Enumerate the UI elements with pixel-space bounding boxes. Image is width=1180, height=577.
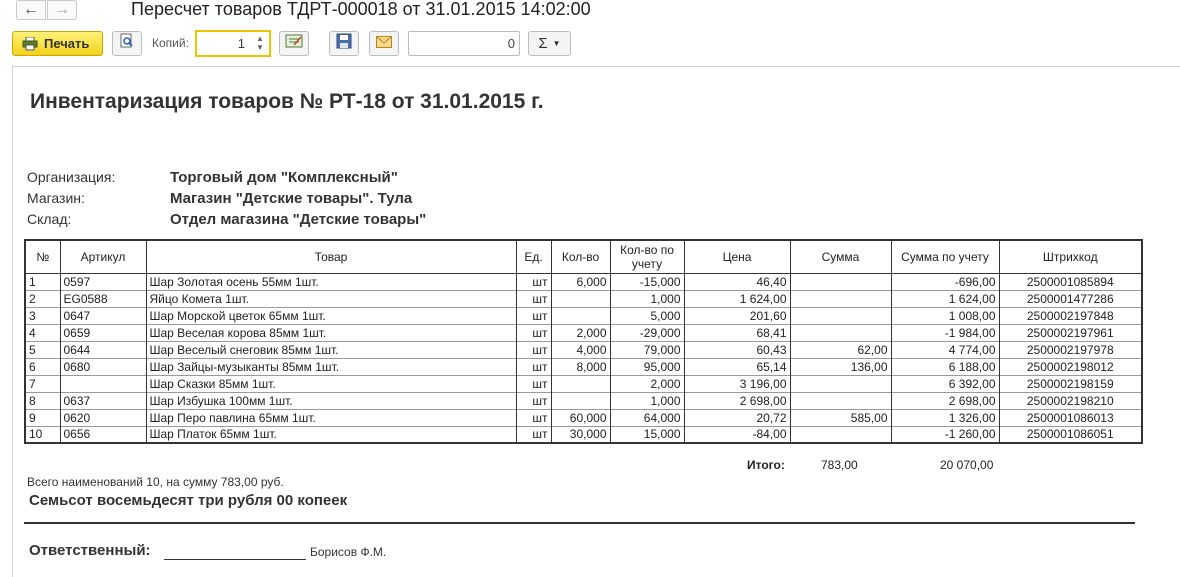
table-row [25, 341, 1142, 358]
table-cell: 0656 [60, 426, 146, 443]
table-cell: Шар Веселый снеговик 85мм 1шт. [146, 341, 516, 358]
table-row [25, 375, 1142, 392]
table-cell: 2500001086051 [999, 426, 1142, 443]
column-header: Кол-во по учету [610, 240, 684, 273]
table-row [25, 273, 1142, 290]
table-row [25, 358, 1142, 375]
table-cell: шт [516, 307, 551, 324]
table-body [25, 273, 1142, 443]
table-cell: 1 008,00 [891, 307, 999, 324]
table-cell: 136,00 [790, 358, 891, 375]
sum-field[interactable] [408, 31, 520, 56]
table-row [25, 392, 1142, 409]
table-cell: 8 [25, 392, 60, 409]
table-cell: 2500001085894 [999, 273, 1142, 290]
table-header-row [25, 240, 1142, 273]
sigma-icon: Σ [538, 35, 548, 52]
summary-amount-words: Семьсот восемьдесят три рубля 00 копеек [29, 492, 348, 509]
preview-button[interactable] [112, 31, 142, 56]
table-cell: 65,14 [684, 358, 790, 375]
table-cell: -15,000 [610, 273, 684, 290]
table-cell: 9 [25, 409, 60, 426]
table-cell: 6 [25, 358, 60, 375]
table-cell: -1 984,00 [891, 324, 999, 341]
table-cell: 0659 [60, 324, 146, 341]
print-button[interactable] [12, 31, 103, 56]
forward-button[interactable] [47, 0, 77, 20]
table-cell: 62,00 [790, 341, 891, 358]
column-header: Ед. [516, 240, 551, 273]
table-cell: шт [516, 392, 551, 409]
table-cell: 201,60 [684, 307, 790, 324]
table-cell: 6 188,00 [891, 358, 999, 375]
table-cell: Шар Перо павлина 65мм 1шт. [146, 409, 516, 426]
table-cell: Шар Сказки 85мм 1шт. [146, 375, 516, 392]
table-cell: 7 [25, 375, 60, 392]
table-cell: 30,000 [551, 426, 610, 443]
table-cell: Яйцо Комета 1шт. [146, 290, 516, 307]
inventory-table [24, 239, 1143, 444]
table-cell [790, 273, 891, 290]
magnifier-page-icon [119, 33, 135, 54]
table-row [25, 290, 1142, 307]
table-cell: Шар Морской цветок 65мм 1шт. [146, 307, 516, 324]
table-cell: 2500002197978 [999, 341, 1142, 358]
table-cell: 95,000 [610, 358, 684, 375]
table-cell: 1 326,00 [891, 409, 999, 426]
table-cell: 0620 [60, 409, 146, 426]
table-cell: 1 [25, 273, 60, 290]
table-cell: 2500002198159 [999, 375, 1142, 392]
copies-stepper[interactable]: ▲ ▼ [256, 34, 264, 52]
envelope-icon [376, 35, 392, 53]
table-cell: 3 196,00 [684, 375, 790, 392]
table-cell: 4 [25, 324, 60, 341]
table-cell: Шар Веселая корова 85мм 1шт. [146, 324, 516, 341]
info-value: Магазин "Детские товары". Тула [170, 190, 413, 207]
table-cell: 15,000 [610, 426, 684, 443]
table-cell: шт [516, 426, 551, 443]
table-cell: 60,000 [551, 409, 610, 426]
table-cell: Шар Золотая осень 55мм 1шт. [146, 273, 516, 290]
table-cell: 64,000 [610, 409, 684, 426]
table-cell: 0597 [60, 273, 146, 290]
table-cell: 10 [25, 426, 60, 443]
save-button[interactable] [329, 31, 359, 56]
table-cell [790, 290, 891, 307]
table-cell [551, 392, 610, 409]
table-row [25, 324, 1142, 341]
edit-document-icon [285, 33, 303, 54]
table-cell [790, 324, 891, 341]
table-cell [60, 375, 146, 392]
arrow-left-icon: ← [23, 1, 39, 18]
sum-dropdown-button[interactable] [528, 31, 571, 56]
print-label: Печать [44, 36, 90, 51]
table-cell [790, 375, 891, 392]
table-cell: шт [516, 341, 551, 358]
table-cell: 2 698,00 [684, 392, 790, 409]
toolbar [0, 30, 1180, 58]
table-cell: 2,000 [610, 375, 684, 392]
info-warehouse [27, 211, 426, 228]
table-cell: 79,000 [610, 341, 684, 358]
window-title: Пересчет товаров ТДРТ-000018 от 31.01.2015 14:02:00 [131, 0, 591, 19]
table-cell: -696,00 [891, 273, 999, 290]
info-store [27, 190, 412, 207]
summary-count-line: Всего наименований 10, на сумму 783,00 руб. [27, 475, 284, 489]
table-cell: 2500002197961 [999, 324, 1142, 341]
table-cell: шт [516, 409, 551, 426]
table-cell: 4 774,00 [891, 341, 999, 358]
table-cell: Шар Зайцы-музыканты 85мм 1шт. [146, 358, 516, 375]
info-organization [27, 169, 398, 186]
back-button[interactable] [16, 0, 46, 20]
table-cell: Шар Избушка 100мм 1шт. [146, 392, 516, 409]
table-cell: 4,000 [551, 341, 610, 358]
info-value: Торговый дом "Комплексный" [170, 169, 398, 186]
table-cell: 46,40 [684, 273, 790, 290]
responsible-name: Борисов Ф.М. [310, 545, 387, 559]
arrow-right-icon: → [54, 1, 70, 18]
table-cell [790, 426, 891, 443]
title-bar [0, 0, 1180, 26]
table-cell: -29,000 [610, 324, 684, 341]
sum-field-value: 0 [507, 36, 515, 51]
copies-label: Копий: [152, 36, 189, 50]
table-cell: 2500002197848 [999, 307, 1142, 324]
document-title: Инвентаризация товаров № РТ-18 от 31.01.2015 г. [30, 90, 544, 113]
table-cell [551, 375, 610, 392]
column-header: Сумма [790, 240, 891, 273]
table-cell: 3 [25, 307, 60, 324]
table-cell: 0647 [60, 307, 146, 324]
table-cell: EG0588 [60, 290, 146, 307]
table-cell: 60,43 [684, 341, 790, 358]
table-cell: 2 698,00 [891, 392, 999, 409]
column-header: № [25, 240, 60, 273]
column-header: Товар [146, 240, 516, 273]
copies-input[interactable] [195, 30, 271, 57]
table-cell: 1,000 [610, 392, 684, 409]
table-cell: 8,000 [551, 358, 610, 375]
table-row [25, 307, 1142, 324]
copies-value: 1 [237, 36, 245, 51]
table-cell [551, 307, 610, 324]
table-cell: шт [516, 324, 551, 341]
table-cell: 585,00 [790, 409, 891, 426]
totals-label: Итого: [747, 458, 785, 472]
column-header: Сумма по учету [891, 240, 999, 273]
table-cell: -1 260,00 [891, 426, 999, 443]
table-cell: 0680 [60, 358, 146, 375]
table-cell: 5,000 [610, 307, 684, 324]
column-header: Цена [684, 240, 790, 273]
column-header: Артикул [60, 240, 146, 273]
table-cell: шт [516, 358, 551, 375]
divider [24, 522, 1135, 524]
table-cell: 2500002198012 [999, 358, 1142, 375]
totals-sum-by-account: 20 070,00 [940, 458, 994, 472]
table-cell: 0637 [60, 392, 146, 409]
floppy-disk-icon [336, 33, 352, 54]
column-header: Кол-во [551, 240, 610, 273]
table-cell: 0644 [60, 341, 146, 358]
table-cell [790, 392, 891, 409]
table-row [25, 409, 1142, 426]
send-email-button[interactable] [369, 31, 399, 56]
table-cell [790, 307, 891, 324]
table-cell: 1 624,00 [684, 290, 790, 307]
table-cell: 2,000 [551, 324, 610, 341]
info-label: Магазин: [27, 190, 85, 206]
table-cell: -84,00 [684, 426, 790, 443]
table-row [25, 426, 1142, 443]
table-cell: 6 392,00 [891, 375, 999, 392]
table-cell: 5 [25, 341, 60, 358]
info-label: Склад: [27, 211, 72, 227]
table-cell: 20,72 [684, 409, 790, 426]
edit-button[interactable] [279, 31, 309, 56]
chevron-down-icon: ▼ [552, 39, 561, 48]
printer-icon [22, 37, 38, 50]
table-cell: 1,000 [610, 290, 684, 307]
table-cell: 6,000 [551, 273, 610, 290]
table-cell: 2500002198210 [999, 392, 1142, 409]
info-label: Организация: [27, 169, 116, 185]
table-cell: 2500001477286 [999, 290, 1142, 307]
totals-sum: 783,00 [821, 458, 858, 472]
table-cell: шт [516, 273, 551, 290]
info-value: Отдел магазина "Детские товары" [170, 211, 427, 228]
table-cell: 1 624,00 [891, 290, 999, 307]
column-header: Штрихкод [999, 240, 1142, 273]
signature-line [164, 559, 306, 560]
table-cell [551, 290, 610, 307]
responsible-label: Ответственный: [29, 542, 151, 559]
table-cell: 2 [25, 290, 60, 307]
table-cell: Шар Платок 65мм 1шт. [146, 426, 516, 443]
table-cell: шт [516, 375, 551, 392]
table-cell: 68,41 [684, 324, 790, 341]
table-cell: шт [516, 290, 551, 307]
table-cell: 2500001086013 [999, 409, 1142, 426]
